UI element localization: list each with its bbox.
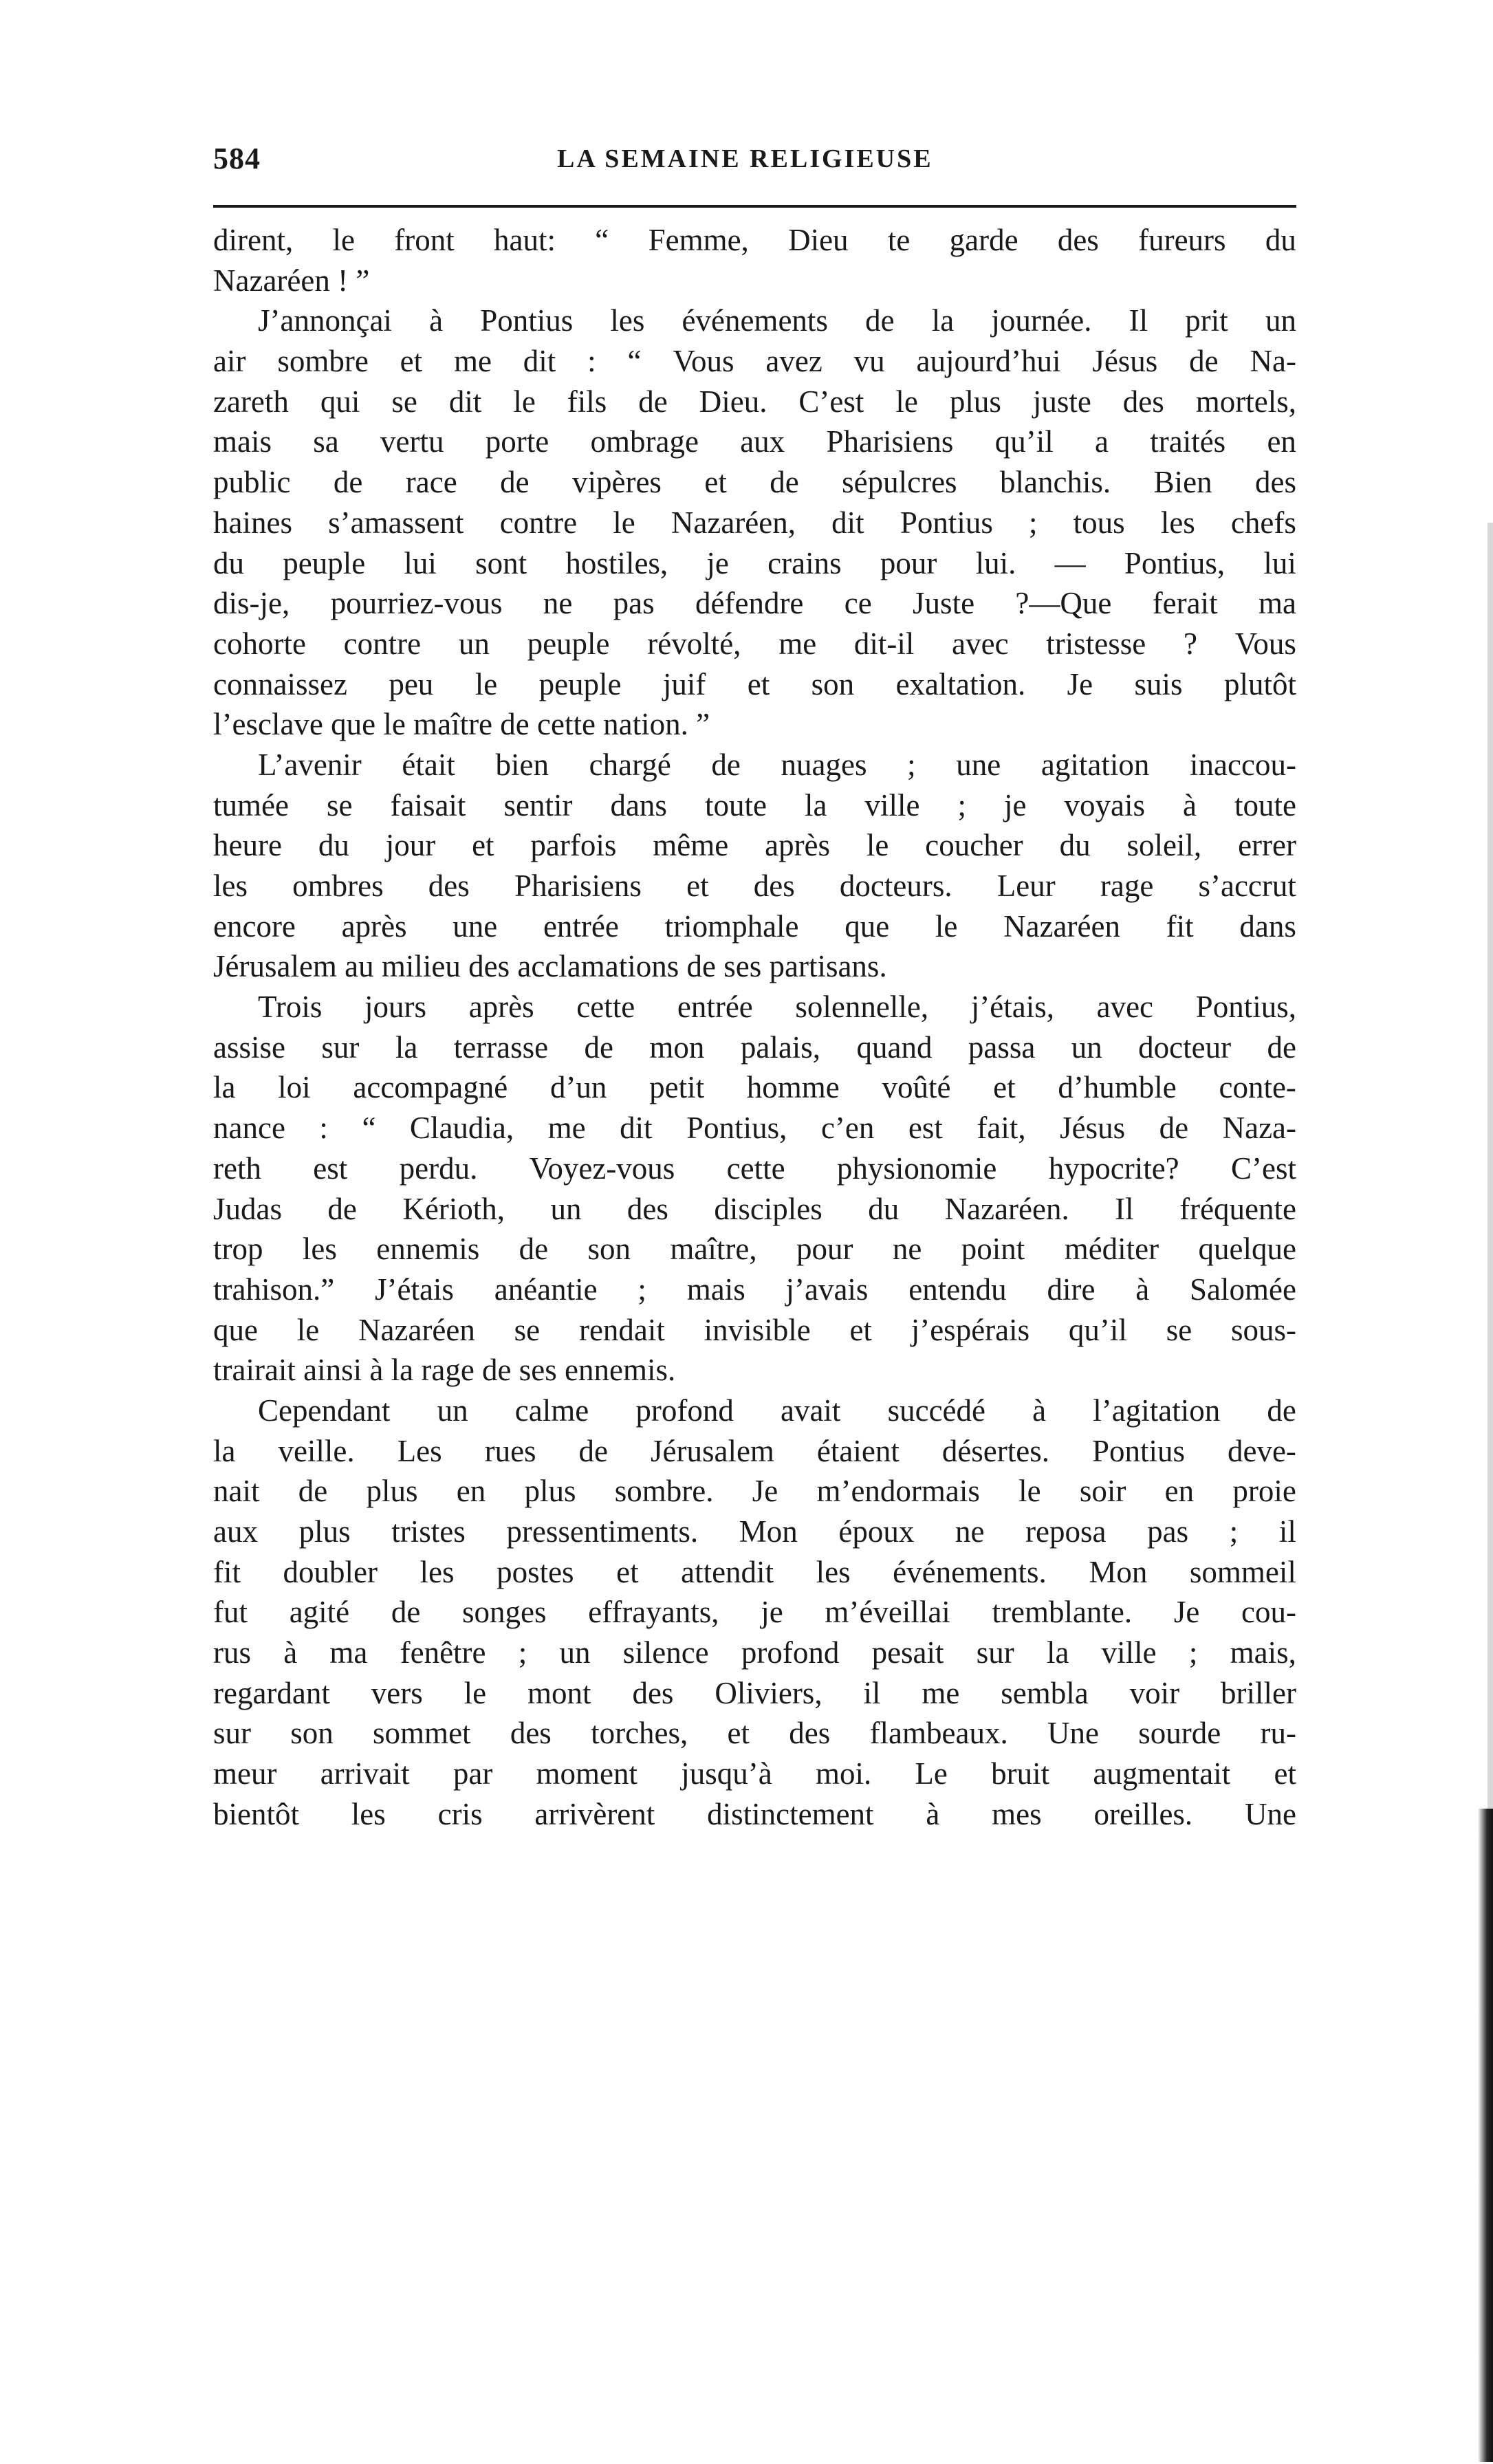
text-line: J’annonçai à Pontius les événements de la journée. Il prit un — [258, 303, 1296, 338]
page-number: 584 — [213, 142, 261, 175]
text-line: haines s’amassent contre le Nazaréen, dit Pontius ; tous les chefs — [213, 505, 1296, 540]
text-line: aux plus tristes pressentiments. Mon époux ne reposa pas ; il — [213, 1514, 1296, 1549]
text-line: rus à ma fenêtre ; un silence profond pesait sur la ville ; mais, — [213, 1635, 1296, 1670]
text-line: trahison.” J’étais anéantie ; mais j’avais entendu dire à Salomée — [213, 1272, 1296, 1307]
text-line: public de race de vipères et de sépulcres blanchis. Bien des — [213, 465, 1296, 500]
text-line: la loi accompagné d’un petit homme voûté et d’humble conte- — [213, 1070, 1296, 1105]
text-line: mais sa vertu porte ombrage aux Pharisiens qu’il a traités en — [213, 424, 1296, 459]
text-line: fit doubler les postes et attendit les événements. Mon sommeil — [213, 1554, 1296, 1589]
running-title: LA SEMAINE RELIGIEUSE — [557, 144, 933, 173]
text-line: heure du jour et parfois même après le coucher du soleil, errer — [213, 828, 1296, 863]
text-line: que le Nazaréen se rendait invisible et j’espérais qu’il se sous- — [213, 1312, 1296, 1347]
text-line: trairait ainsi à la rage de ses ennemis. — [213, 1353, 676, 1388]
text-line: trop les ennemis de son maître, pour ne point méditer quelque — [213, 1232, 1296, 1267]
text-line: l’esclave que le maître de cette nation. ” — [213, 707, 710, 742]
text-line: air sombre et me dit : “ Vous avez vu aujourd’hui Jésus de Na- — [213, 344, 1296, 379]
text-line: tumée se faisait sentir dans toute la ville ; je voyais à toute — [213, 787, 1296, 822]
text-line: sur son sommet des torches, et des flambeaux. Une sourde ru- — [213, 1716, 1296, 1751]
text-line: encore après une entrée triomphale que le Nazaréen fit dans — [213, 908, 1296, 944]
text-line: la veille. Les rues de Jérusalem étaient désertes. Pontius deve- — [213, 1433, 1296, 1468]
text-line: fut agité de songes effrayants, je m’éveillai tremblante. Je cou- — [213, 1595, 1296, 1630]
text-line: dirent, le front haut: “ Femme, Dieu te garde des fureurs du — [213, 223, 1296, 257]
text-line: dis-je, pourriez-vous ne pas défendre ce Juste ?—Que ferait ma — [213, 586, 1296, 621]
header-rule — [213, 205, 1296, 208]
text-line: regardant vers le mont des Oliviers, il me sembla voir briller — [213, 1675, 1296, 1710]
text-line: connaissez peu le peuple juif et son exaltation. Je suis plutôt — [213, 666, 1296, 701]
text-line: L’avenir était bien chargé de nuages ; une agitation inaccou- — [258, 747, 1296, 782]
text-line: nance : “ Claudia, me dit Pontius, c’en est fait, Jésus de Naza- — [213, 1111, 1296, 1146]
text-line: zareth qui se dit le fils de Dieu. C’est le plus juste des mortels, — [213, 384, 1296, 419]
text-line: Nazaréen ! ” — [213, 263, 370, 298]
text-line: Trois jours après cette entrée solennelle, j’étais, avec Pontius, — [258, 990, 1296, 1025]
page-edge — [1487, 523, 1493, 1809]
body-text — [213, 220, 1296, 1835]
text-line: du peuple lui sont hostiles, je crains pour lui. — Pontius, lui — [213, 545, 1296, 580]
page-edge-shadow — [1478, 1809, 1493, 2462]
text-line: Jérusalem au milieu des acclamations de ses partisans. — [213, 949, 887, 984]
text-line: meur arrivait par moment jusqu’à moi. Le bruit augmentait et — [213, 1756, 1296, 1791]
text-line: Judas de Kérioth, un des disciples du Nazaréen. Il fréquente — [213, 1191, 1296, 1226]
text-line: reth est perdu. Voyez-vous cette physionomie hypocrite? C’est — [213, 1151, 1296, 1186]
text-line: les ombres des Pharisiens et des docteurs. Leur rage s’accrut — [213, 869, 1296, 903]
text-line: assise sur la terrasse de mon palais, quand passa un docteur de — [213, 1029, 1296, 1065]
text-line: nait de plus en plus sombre. Je m’endormais le soir en proie — [213, 1474, 1296, 1509]
text-line: Cependant un calme profond avait succédé à l’agitation de — [258, 1393, 1296, 1428]
page-header — [213, 141, 1293, 182]
text-line: bientôt les cris arrivèrent distinctement à mes oreilles. Une — [213, 1796, 1296, 1831]
text-line: cohorte contre un peuple révolté, me dit-il avec tristesse ? Vous — [213, 626, 1296, 661]
